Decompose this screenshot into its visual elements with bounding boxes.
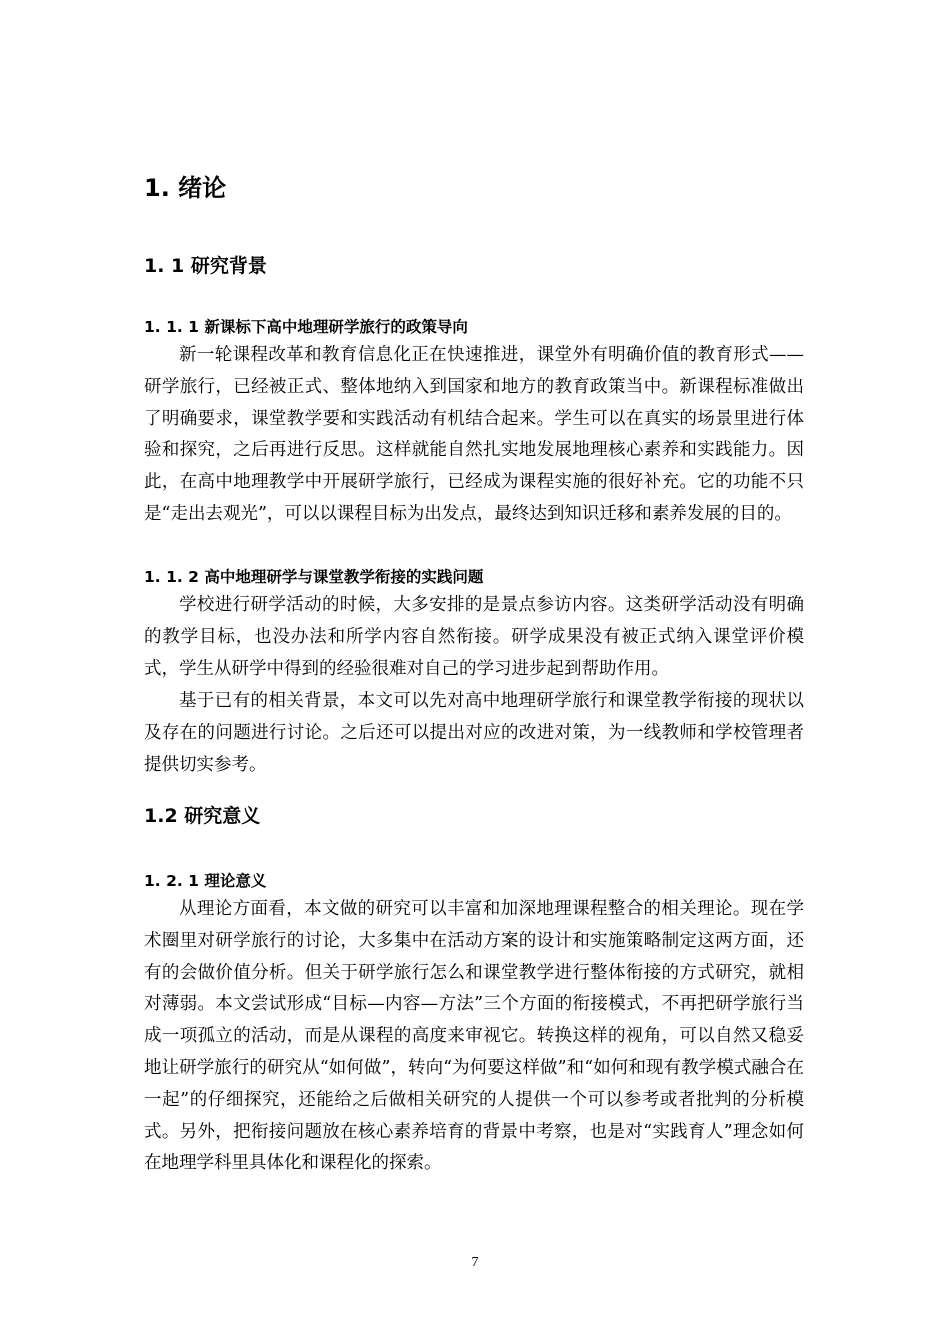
section-title-1-2: 1.2 研究意义 [144, 805, 261, 827]
paragraph-1-1-2-b: 基于已有的相关背景，本文可以先对高中地理研学旅行和课堂教学衔接的现状以及存在的问题进行讨论。之后还可以提出对应的改进对策，为一线教师和学校管理者提供切实参考。 [144, 691, 804, 775]
subsection-title-1-1-2: 1. 1. 2 高中地理研学与课堂教学衔接的实践问题 [144, 568, 484, 586]
subsection-title-1-1-1: 1. 1. 1 新课标下高中地理研学旅行的政策导向 [144, 318, 468, 336]
page-number: 7 [471, 1255, 479, 1270]
subsection-title-1-2-1: 1. 2. 1 理论意义 [144, 872, 267, 890]
section-title-1-1: 1. 1 研究背景 [144, 255, 267, 277]
paragraph-1-1-1: 新一轮课程改革和教育信息化正在快速推进，课堂外有明确价值的教育形式——研学旅行，已经被正式、整体地纳入到国家和地方的教育政策当中。新课程标准做出了明确要求，课堂教学要和实践活动有机结合起来。学生可以在真实的场景里进行体验和探究，之后再进行反思。这样就能自然扎实地发展地理核心素养和实践能力。因此，在高中地理教学中开展研学旅行，已经成为课程实施的很好补充。它的功能不只是“走出去观光”，可以以课程目标为出发点，最终达到知识迁移和素养发展的目的。 [144, 345, 804, 524]
chapter-title: 1. 绪论 [144, 174, 227, 202]
paragraph-1-2-1: 从理论方面看，本文做的研究可以丰富和加深地理课程整合的相关理论。现在学术圈里对研学旅行的讨论，大多集中在活动方案的设计和实施策略制定这两方面，还有的会做价值分析。但关于研学旅行怎么和课堂教学进行整体衔接的方式研究，就相对薄弱。本文尝试形成“目标—内容—方法”三个方面的衔接模式，不再把研学旅行当成一项孤立的活动，而是从课程的高度来审视它。转换这样的视角，可以自然又稳妥地让研学旅行的研究从“如何做”，转向“为何要这样做”和“如何和现有教学模式融合在一起”的仔细探究，还能给之后做相关研究的人提供一个可以参考或者批判的分析模式。另外，把衔接问题放在核心素养培育的背景中考察，也是对“实践育人”理念如何在地理学科里具体化和课程化的探索。 [144, 899, 804, 1174]
paragraph-1-1-2-a: 学校进行研学活动的时候，大多安排的是景点参访内容。这类研学活动没有明确的教学目标，也没办法和所学内容自然衔接。研学成果没有被正式纳入课堂评价模式，学生从研学中得到的经验很难对自己的学习进步起到帮助作用。 [144, 595, 804, 679]
